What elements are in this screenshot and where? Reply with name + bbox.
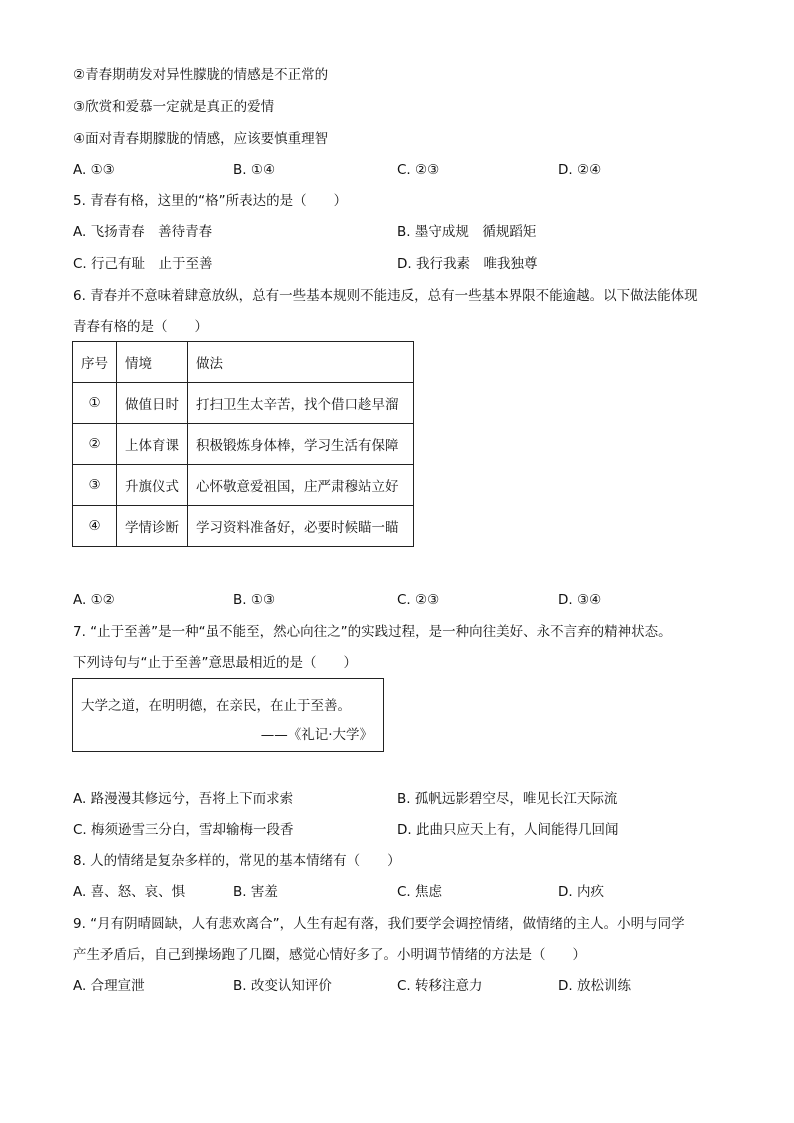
q4-statement-4: ④面对青春期朦胧的情感，应该要慎重理智 — [73, 131, 329, 147]
q7-stem-line2: 下列诗句与“止于至善”意思最相近的是（ ） — [73, 655, 357, 671]
row-index: ② — [73, 424, 117, 465]
q9-option-a: A. 合理宣泄 — [73, 978, 145, 994]
row-method: 心怀敬意爱祖国，庄严肃穆站立好 — [188, 465, 414, 506]
row-situation: 做值日时 — [117, 383, 188, 424]
q7-stem-line1: 7. “止于至善”是一种“虽不能至，然心向往之”的实践过程，是一种向往美好、永不言弃的精神状态。 — [73, 624, 672, 640]
header-index: 序号 — [73, 342, 117, 383]
q8-stem: 8. 人的情绪是复杂多样的，常见的基本情绪有（ ） — [73, 853, 401, 869]
q7-option-d: D. 此曲只应天上有，人间能得几回闻 — [397, 822, 619, 838]
q6-option-d: D. ③④ — [558, 592, 602, 608]
header-method: 做法 — [188, 342, 414, 383]
table-row — [73, 465, 414, 506]
q4-option-d: D. ②④ — [558, 162, 602, 178]
q4-statement-2: ②青春期萌发对异性朦胧的情感是不正常的 — [73, 67, 329, 83]
q8-option-a: A. 喜、怒、哀、惧 — [73, 884, 186, 900]
row-index: ① — [73, 383, 117, 424]
q7-option-b: B. 孤帆远影碧空尽，唯见长江天际流 — [397, 791, 618, 807]
table-header-row — [73, 342, 414, 383]
row-method: 积极锻炼身体棒，学习生活有保障 — [188, 424, 414, 465]
q9-option-d: D. 放松训练 — [558, 978, 631, 994]
q5-option-d: D. 我行我素 唯我独尊 — [397, 256, 538, 272]
q9-option-c: C. 转移注意力 — [397, 978, 483, 994]
q7-option-a: A. 路漫漫其修远兮，吾将上下而求索 — [73, 791, 294, 807]
table-row — [73, 506, 414, 547]
q6-option-a: A. ①② — [73, 592, 115, 608]
row-method: 学习资料准备好，必要时候瞄一瞄 — [188, 506, 414, 547]
q4-option-b: B. ①④ — [233, 162, 276, 178]
q8-option-b: B. 害羞 — [233, 884, 278, 900]
q6-stem-line2: 青春有格的是（ ） — [73, 319, 208, 335]
q8-option-c: C. 焦虑 — [397, 884, 443, 900]
q9-stem-line2: 产生矛盾后，自己到操场跑了几圈，感觉心情好多了。小明调节情绪的方法是（ ） — [73, 947, 586, 963]
q9-stem-line1: 9. “月有阴晴圆缺，人有悲欢离合”，人生有起有落，我们要学会调控情绪，做情绪的主人。小明与同学 — [73, 916, 685, 932]
q8-option-d: D. 内疚 — [558, 884, 604, 900]
q5-option-b: B. 墨守成规 循规蹈矩 — [397, 224, 537, 240]
row-situation: 升旗仪式 — [117, 465, 188, 506]
q6-stem-line1: 6. 青春并不意味着肆意放纵，总有一些基本规则不能违反，总有一些基本界限不能逾越。以下做法能体现 — [73, 288, 698, 304]
q7-quote-box — [72, 678, 384, 752]
q5-option-c: C. 行己有耻 止于至善 — [73, 256, 213, 272]
row-method: 打扫卫生太辛苦，找个借口趁早溜 — [188, 383, 414, 424]
quote-text: 大学之道，在明明德，在亲民，在止于至善。 — [81, 698, 351, 714]
quote-source: ——《礼记·大学》 — [260, 727, 373, 743]
q5-option-a: A. 飞扬青春 善待青春 — [73, 224, 213, 240]
table-row — [73, 383, 414, 424]
row-index: ③ — [73, 465, 117, 506]
row-situation: 学情诊断 — [117, 506, 188, 547]
table-row — [73, 424, 414, 465]
row-situation: 上体育课 — [117, 424, 188, 465]
q4-option-a: A. ①③ — [73, 162, 115, 178]
q5-stem: 5. 青春有格，这里的“格”所表达的是（ ） — [73, 193, 348, 209]
q9-option-b: B. 改变认知评价 — [233, 978, 332, 994]
q6-option-b: B. ①③ — [233, 592, 276, 608]
q6-option-c: C. ②③ — [397, 592, 440, 608]
q7-option-c: C. 梅须逊雪三分白，雪却输梅一段香 — [73, 822, 294, 838]
q6-table — [72, 341, 414, 547]
row-index: ④ — [73, 506, 117, 547]
q4-statement-3: ③欣赏和爱慕一定就是真正的爱情 — [73, 99, 275, 115]
q4-option-c: C. ②③ — [397, 162, 440, 178]
header-situation: 情境 — [117, 342, 188, 383]
